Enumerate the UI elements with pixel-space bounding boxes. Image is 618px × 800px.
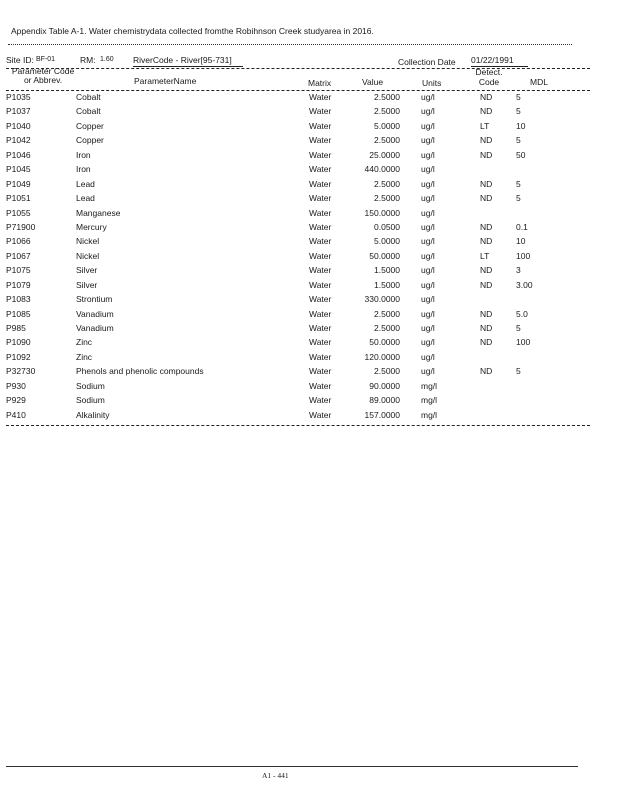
header-bottom-rule: [6, 90, 590, 91]
cell-name: Zinc: [76, 351, 93, 362]
cell-units: ug/l: [421, 279, 435, 290]
cell-matrix: Water: [309, 236, 332, 247]
cell-code: P1045: [6, 164, 31, 175]
cell-units: ug/l: [421, 366, 435, 377]
cell-units: ug/l: [421, 294, 435, 305]
cell-value: 440.0000: [364, 164, 400, 175]
cell-detect: ND: [480, 221, 493, 232]
table-row: [0, 366, 618, 380]
cell-units: ug/l: [421, 120, 435, 131]
cell-matrix: Water: [309, 120, 332, 131]
cell-code: P1051: [6, 193, 31, 204]
cell-name: Alkalinity: [76, 409, 110, 420]
cell-detect: ND: [480, 323, 493, 333]
rm-label: RM:: [80, 55, 96, 65]
cell-mdl: 5: [516, 366, 521, 377]
cell-matrix: Water: [309, 178, 332, 189]
cell-code: P930: [6, 380, 26, 391]
cell-value: 120.0000: [364, 351, 400, 362]
col-header-param-name: ParameterName: [134, 76, 197, 86]
cell-units: ug/l: [421, 250, 435, 261]
table-row: [0, 309, 618, 323]
cell-name: Nickel: [76, 250, 100, 261]
cell-detect: LT: [480, 250, 490, 261]
cell-code: P1067: [6, 250, 31, 261]
cell-value: 2.5000: [374, 135, 400, 146]
cell-value: 330.0000: [364, 294, 400, 305]
cell-matrix: Water: [309, 265, 332, 276]
cell-value: 2.5000: [374, 178, 400, 189]
cell-units: mg/l: [421, 380, 438, 391]
cell-matrix: Water: [309, 92, 332, 102]
collection-date-value: 01/22/1991: [471, 55, 514, 65]
cell-value: 90.0000: [369, 380, 400, 391]
col-header-param-code: Parameter Code or Abbrev.: [11, 66, 75, 85]
cell-units: ug/l: [421, 323, 435, 333]
rm-value: 1.60: [100, 56, 114, 63]
cell-units: ug/l: [421, 135, 435, 146]
cell-value: 2.5000: [374, 366, 400, 377]
cell-mdl: 3: [516, 265, 521, 276]
cell-detect: ND: [480, 279, 493, 290]
cell-matrix: Water: [309, 395, 332, 406]
cell-units: ug/l: [421, 149, 435, 160]
cell-value: 0.0500: [374, 221, 400, 232]
cell-name: Vanadium: [76, 308, 114, 319]
cell-code: P1075: [6, 265, 31, 276]
cell-code: P32730: [6, 366, 36, 377]
cell-matrix: Water: [309, 250, 332, 261]
table-row: [0, 164, 618, 178]
cell-code: P1040: [6, 120, 31, 131]
cell-value: 50.0000: [369, 337, 400, 348]
cell-matrix: Water: [309, 207, 332, 218]
cell-mdl: 5: [516, 92, 521, 102]
table-row: [0, 265, 618, 279]
table-row: [0, 323, 618, 337]
cell-units: ug/l: [421, 106, 435, 117]
table-row: [0, 92, 618, 106]
cell-detect: ND: [480, 106, 493, 117]
cell-units: ug/l: [421, 236, 435, 247]
cell-code: P71900: [6, 221, 36, 232]
site-id-label: Site ID:: [6, 55, 34, 65]
cell-code: P1055: [6, 207, 31, 218]
cell-code: P1079: [6, 279, 31, 290]
cell-detect: ND: [480, 337, 493, 348]
cell-name: Phenols and phenolic compounds: [76, 366, 204, 377]
cell-name: Silver: [76, 279, 98, 290]
cell-mdl: 5.0: [516, 308, 528, 319]
cell-value: 150.0000: [364, 207, 400, 218]
cell-value: 1.5000: [374, 279, 400, 290]
table-row: [0, 294, 618, 308]
cell-code: P985: [6, 323, 26, 333]
cell-matrix: Water: [309, 164, 332, 175]
table-row: [0, 193, 618, 207]
cell-mdl: 5: [516, 178, 521, 189]
cell-units: mg/l: [421, 409, 438, 420]
cell-code: P1066: [6, 236, 31, 247]
cell-value: 89.0000: [369, 395, 400, 406]
footer-rule: [6, 766, 578, 767]
cell-name: Cobalt: [76, 106, 101, 117]
cell-name: Cobalt: [76, 92, 101, 102]
cell-matrix: Water: [309, 135, 332, 146]
cell-detect: ND: [480, 265, 493, 276]
cell-code: P410: [6, 409, 26, 420]
table-row: [0, 121, 618, 135]
cell-detect: ND: [480, 178, 493, 189]
page-number: A1 - 441: [262, 771, 289, 780]
cell-mdl: 10: [516, 120, 526, 131]
col-header-matrix: Matrix: [308, 78, 332, 88]
cell-value: 5.0000: [374, 236, 400, 247]
cell-matrix: Water: [309, 279, 332, 290]
cell-name: Manganese: [76, 207, 121, 218]
cell-mdl: 50: [516, 149, 526, 160]
cell-matrix: Water: [309, 221, 332, 232]
table-row: [0, 222, 618, 236]
cell-value: 50.0000: [369, 250, 400, 261]
table-row: [0, 251, 618, 265]
cell-code: P929: [6, 395, 26, 406]
cell-name: Iron: [76, 149, 91, 160]
table-caption: Appendix Table A-1. Water chemistrydata collected fromthe Robihnson Creek studyarea in 2016.: [11, 26, 374, 36]
table-row: [0, 106, 618, 120]
cell-detect: ND: [480, 149, 493, 160]
cell-value: 2.5000: [374, 92, 400, 102]
cell-value: 2.5000: [374, 308, 400, 319]
cell-mdl: 100: [516, 250, 531, 261]
table-row: [0, 179, 618, 193]
cell-code: P1046: [6, 149, 31, 160]
table-row: [0, 280, 618, 294]
table-row: [0, 208, 618, 222]
cell-matrix: Water: [309, 337, 332, 348]
collection-date-label: Collection Date: [398, 57, 456, 67]
table-bottom-rule: [6, 425, 590, 426]
cell-matrix: Water: [309, 380, 332, 391]
cell-mdl: 0.1: [516, 221, 528, 232]
cell-units: ug/l: [421, 164, 435, 175]
cell-detect: LT: [480, 120, 490, 131]
cell-name: Lead: [76, 193, 95, 204]
cell-units: ug/l: [421, 337, 435, 348]
cell-units: ug/l: [421, 221, 435, 232]
cell-code: P1083: [6, 294, 31, 305]
cell-code: P1035: [6, 92, 31, 102]
cell-detect: ND: [480, 92, 493, 102]
cell-code: P1042: [6, 135, 31, 146]
cell-units: ug/l: [421, 178, 435, 189]
cell-matrix: Water: [309, 409, 332, 420]
cell-value: 25.0000: [369, 149, 400, 160]
cell-detect: ND: [480, 193, 493, 204]
caption-divider: [8, 44, 572, 45]
cell-value: 2.5000: [374, 106, 400, 117]
cell-code: P1037: [6, 106, 31, 117]
cell-name: Silver: [76, 265, 98, 276]
cell-code: P1092: [6, 351, 31, 362]
cell-matrix: Water: [309, 308, 332, 319]
table-row: [0, 337, 618, 351]
cell-name: Vanadium: [76, 323, 114, 333]
cell-code: P1085: [6, 308, 31, 319]
cell-detect: ND: [480, 308, 493, 319]
cell-value: 157.0000: [364, 409, 400, 420]
cell-name: Strontium: [76, 294, 113, 305]
cell-matrix: Water: [309, 294, 332, 305]
table-row: [0, 381, 618, 395]
cell-name: Zinc: [76, 337, 93, 348]
cell-name: Copper: [76, 120, 104, 131]
cell-units: ug/l: [421, 207, 435, 218]
col-header-mdl: MDL: [530, 77, 548, 87]
cell-units: ug/l: [421, 193, 435, 204]
cell-value: 1.5000: [374, 265, 400, 276]
table-row: [0, 352, 618, 366]
table-row: [0, 236, 618, 250]
cell-mdl: 5: [516, 193, 521, 204]
cell-mdl: 10: [516, 236, 526, 247]
cell-name: Mercury: [76, 221, 107, 232]
cell-units: ug/l: [421, 308, 435, 319]
cell-detect: ND: [480, 236, 493, 247]
table-row: [0, 135, 618, 149]
cell-name: Nickel: [76, 236, 100, 247]
cell-units: mg/l: [421, 395, 438, 406]
cell-mdl: 3.00: [516, 279, 533, 290]
cell-value: 2.5000: [374, 193, 400, 204]
cell-matrix: Water: [309, 351, 332, 362]
cell-name: Sodium: [76, 395, 105, 406]
data-table: [0, 92, 618, 424]
cell-value: 5.0000: [374, 120, 400, 131]
cell-mdl: 5: [516, 135, 521, 146]
table-row: [0, 150, 618, 164]
cell-units: ug/l: [421, 265, 435, 276]
cell-value: 2.5000: [374, 323, 400, 333]
cell-name: Sodium: [76, 380, 105, 391]
cell-mdl: 5: [516, 323, 521, 333]
cell-matrix: Water: [309, 193, 332, 204]
cell-name: Lead: [76, 178, 95, 189]
cell-detect: ND: [480, 135, 493, 146]
cell-detect: ND: [480, 366, 493, 377]
site-id-value: BF-01: [36, 56, 56, 63]
cell-matrix: Water: [309, 323, 332, 333]
cell-matrix: Water: [309, 149, 332, 160]
cell-matrix: Water: [309, 366, 332, 377]
cell-name: Iron: [76, 164, 91, 175]
col-header-detect-code: Detect. Code: [475, 67, 503, 87]
col-header-value: Value: [362, 77, 384, 87]
cell-mdl: 100: [516, 337, 531, 348]
river-code-underline: [133, 66, 243, 67]
river-code: RiverCode - River[95-731]: [133, 55, 232, 65]
cell-units: ug/l: [421, 351, 435, 362]
cell-code: P1049: [6, 178, 31, 189]
cell-name: Copper: [76, 135, 104, 146]
col-header-units: Units: [422, 78, 442, 88]
cell-mdl: 5: [516, 106, 521, 117]
table-row: [0, 395, 618, 409]
table-row: [0, 410, 618, 424]
cell-matrix: Water: [309, 106, 332, 117]
cell-units: ug/l: [421, 92, 435, 102]
cell-code: P1090: [6, 337, 31, 348]
